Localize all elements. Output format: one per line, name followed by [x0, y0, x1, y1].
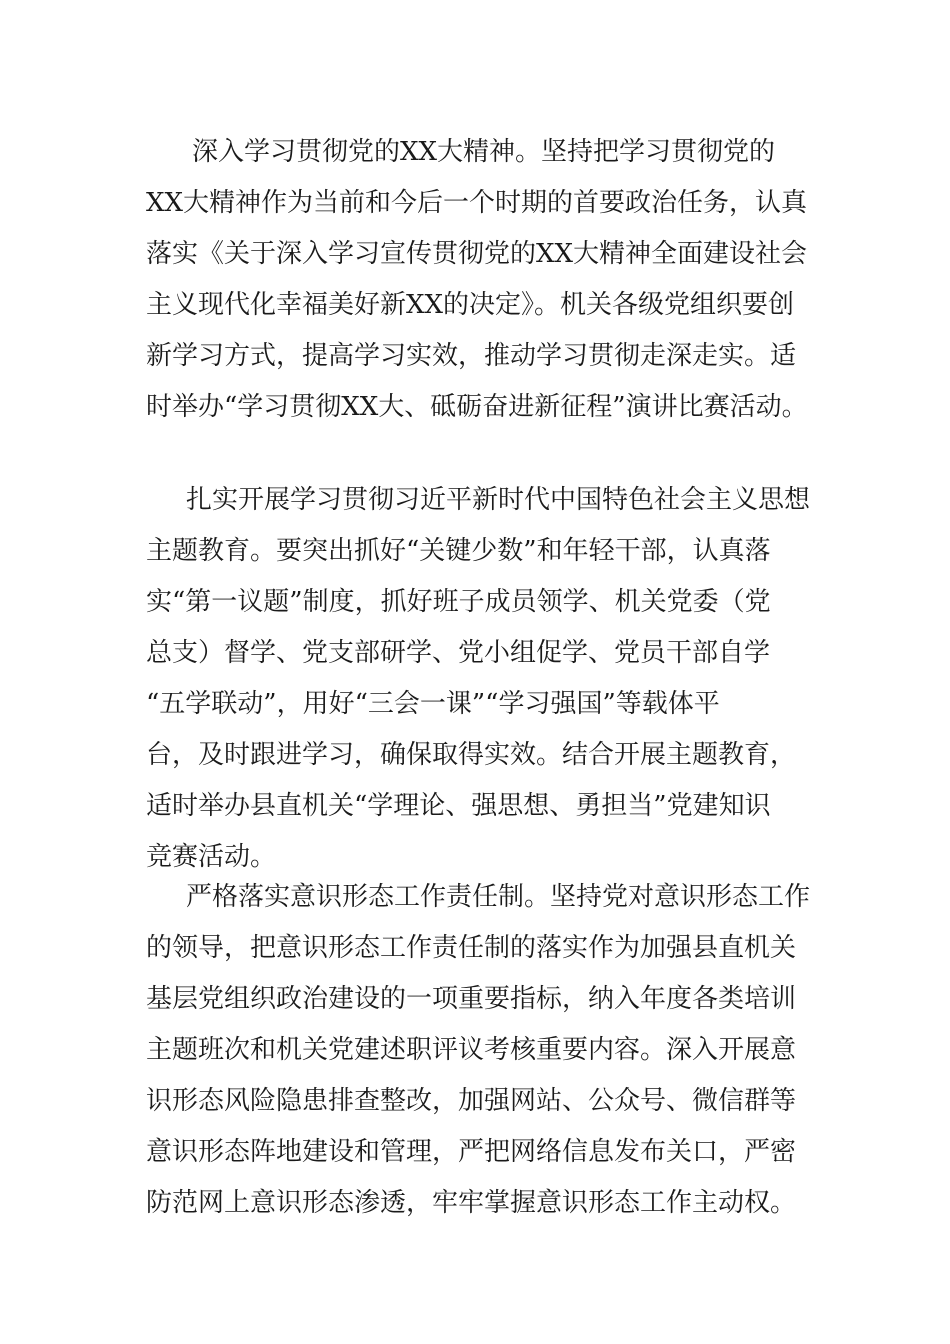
- text-line: 主题教育。要突出抓好“关键少数”和年轻干部，认真落: [146, 536, 771, 566]
- text-line: 的领导，把意识形态工作责任制的落实作为加强县直机关: [146, 933, 797, 963]
- text-line: 台，及时跟进学习，确保取得实效。结合开展主题教育，: [146, 740, 797, 770]
- paragraph-thematic-education: [146, 475, 811, 883]
- text-line: 总支）督学、党支部研学、党小组促学、党员干部自学: [146, 638, 771, 668]
- text-line: 严格落实意识形态工作责任制。坚持党对意识形态工作: [186, 882, 811, 912]
- text-line: 意识形态阵地建设和管理，严把网络信息发布关口，严密: [146, 1137, 797, 1167]
- text-line: 扎实开展学习贯彻习近平新时代中国特色社会主义思想: [186, 485, 811, 515]
- text-line: 主义现代化幸福美好新XX的决定》。机关各级党组织要创: [146, 290, 795, 320]
- text-line: 主题班次和机关党建述职评议考核重要内容。深入开展意: [146, 1035, 797, 1065]
- text-line: XX大精神作为当前和今后一个时期的首要政治任务，认真: [146, 188, 808, 218]
- text-line: 时举办“学习贯彻XX大、砥砺奋进新征程”演讲比赛活动。: [146, 392, 808, 422]
- text-line: “五学联动”，用好“三会一课”“学习强国”等载体平: [146, 689, 720, 719]
- paragraph-ideology-responsibility: [146, 872, 811, 1229]
- text-line: 实“第一议题”制度，抓好班子成员领学、机关党委（党: [146, 587, 771, 617]
- text-line: 基层党组织政治建设的一项重要指标，纳入年度各类培训: [146, 984, 797, 1014]
- text-line: 新学习方式，提高学习实效，推动学习贯彻走深走实。适: [146, 341, 797, 371]
- paragraph-study-congress-spirit: [146, 127, 806, 433]
- text-line: 竞赛活动。: [146, 842, 277, 872]
- text-line: 适时举办县直机关“学理论、强思想、勇担当”党建知识: [146, 791, 771, 821]
- text-line: 防范网上意识形态渗透，牢牢掌握意识形态工作主动权。: [146, 1188, 797, 1218]
- text-line: 深入学习贯彻党的XX大精神。坚持把学习贯彻党的: [192, 137, 776, 167]
- text-line: 落实《关于深入学习宣传贯彻党的XX大精神全面建设社会: [146, 239, 808, 269]
- text-line: 识形态风险隐患排查整改，加强网站、公众号、微信群等: [146, 1086, 797, 1116]
